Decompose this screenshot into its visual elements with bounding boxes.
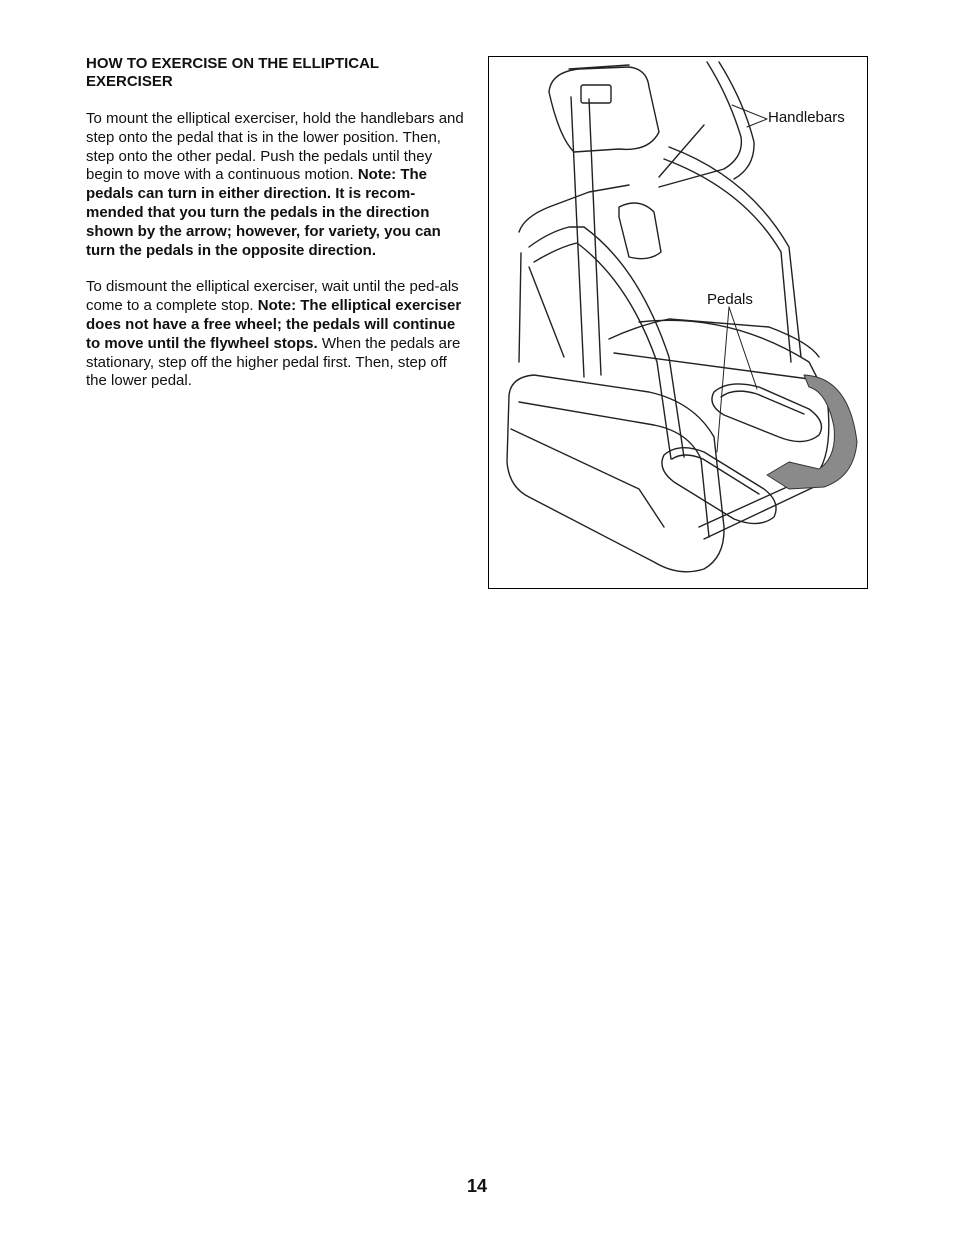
handle-left — [519, 185, 629, 232]
base-shroud-line — [519, 402, 709, 537]
page-number: 14 — [466, 1176, 488, 1196]
dismount-text-2: When the pedals are stationary, step off the higher pedal first. Then, step off the lower pedal. — [86, 334, 461, 390]
leader-handlebars-b — [747, 119, 767, 127]
console-display — [581, 85, 611, 103]
frame-rail-inner — [614, 353, 809, 379]
mount-text: To mount the elliptical exerciser, hold the handlebars and step onto the pedal that is in the lower position. Then, step onto the other pedal. Push the pedals until they begin to move with a continuous motion. — [86, 110, 464, 184]
column-back — [589, 99, 601, 375]
pedal-track — [639, 320, 829, 477]
leader-handlebars-a — [732, 105, 767, 119]
handlebar-right-frame-inner — [664, 159, 791, 362]
dismount-paragraph — [86, 278, 470, 391]
pedals-label: Pedals — [707, 291, 753, 308]
dismount-text-1: To dismount the elliptical exerciser, wait until the ped-als come to a complete stop. — [86, 278, 459, 315]
console-body — [549, 67, 659, 152]
heading-line-2: EXERCISER — [86, 73, 173, 90]
leader-pedals-a — [717, 307, 729, 452]
moving-arm-left-inner — [534, 243, 671, 459]
elliptical-drawing — [489, 57, 866, 587]
heading-line-1: HOW TO EXERCISE ON THE ELLIPTICAL — [86, 55, 380, 72]
base-shroud — [507, 375, 724, 572]
pedal-higher-tread — [721, 391, 804, 414]
mount-note: Note: The pedals can turn in either direction. It is recom-mended that you turn the pedals in the direction shown by the arrow; however, for variety, you can turn the pedals in the opposite direction. — [86, 166, 441, 259]
handlebar-right-back — [719, 62, 754, 179]
leader-pedals-b — [729, 307, 757, 389]
water-bottle-holder — [619, 203, 661, 259]
direction-arrow — [767, 375, 857, 489]
handlebars-label: Handlebars — [768, 109, 845, 126]
handle-left-link — [529, 267, 564, 357]
handle-left-lower — [519, 253, 521, 362]
handlebar-right-grip — [659, 125, 704, 177]
base-shroud-seam — [511, 429, 664, 527]
handlebar-right-upper — [659, 62, 741, 187]
text-column — [86, 55, 470, 409]
dismount-note: Note: The elliptical exerciser does not have a free wheel; the pedals will continue to move until the flywheel stops. — [86, 297, 462, 352]
elliptical-figure — [488, 56, 868, 589]
mount-paragraph — [86, 110, 470, 260]
column-front — [571, 97, 584, 377]
moving-arm-left — [529, 227, 684, 457]
section-heading — [86, 55, 470, 91]
